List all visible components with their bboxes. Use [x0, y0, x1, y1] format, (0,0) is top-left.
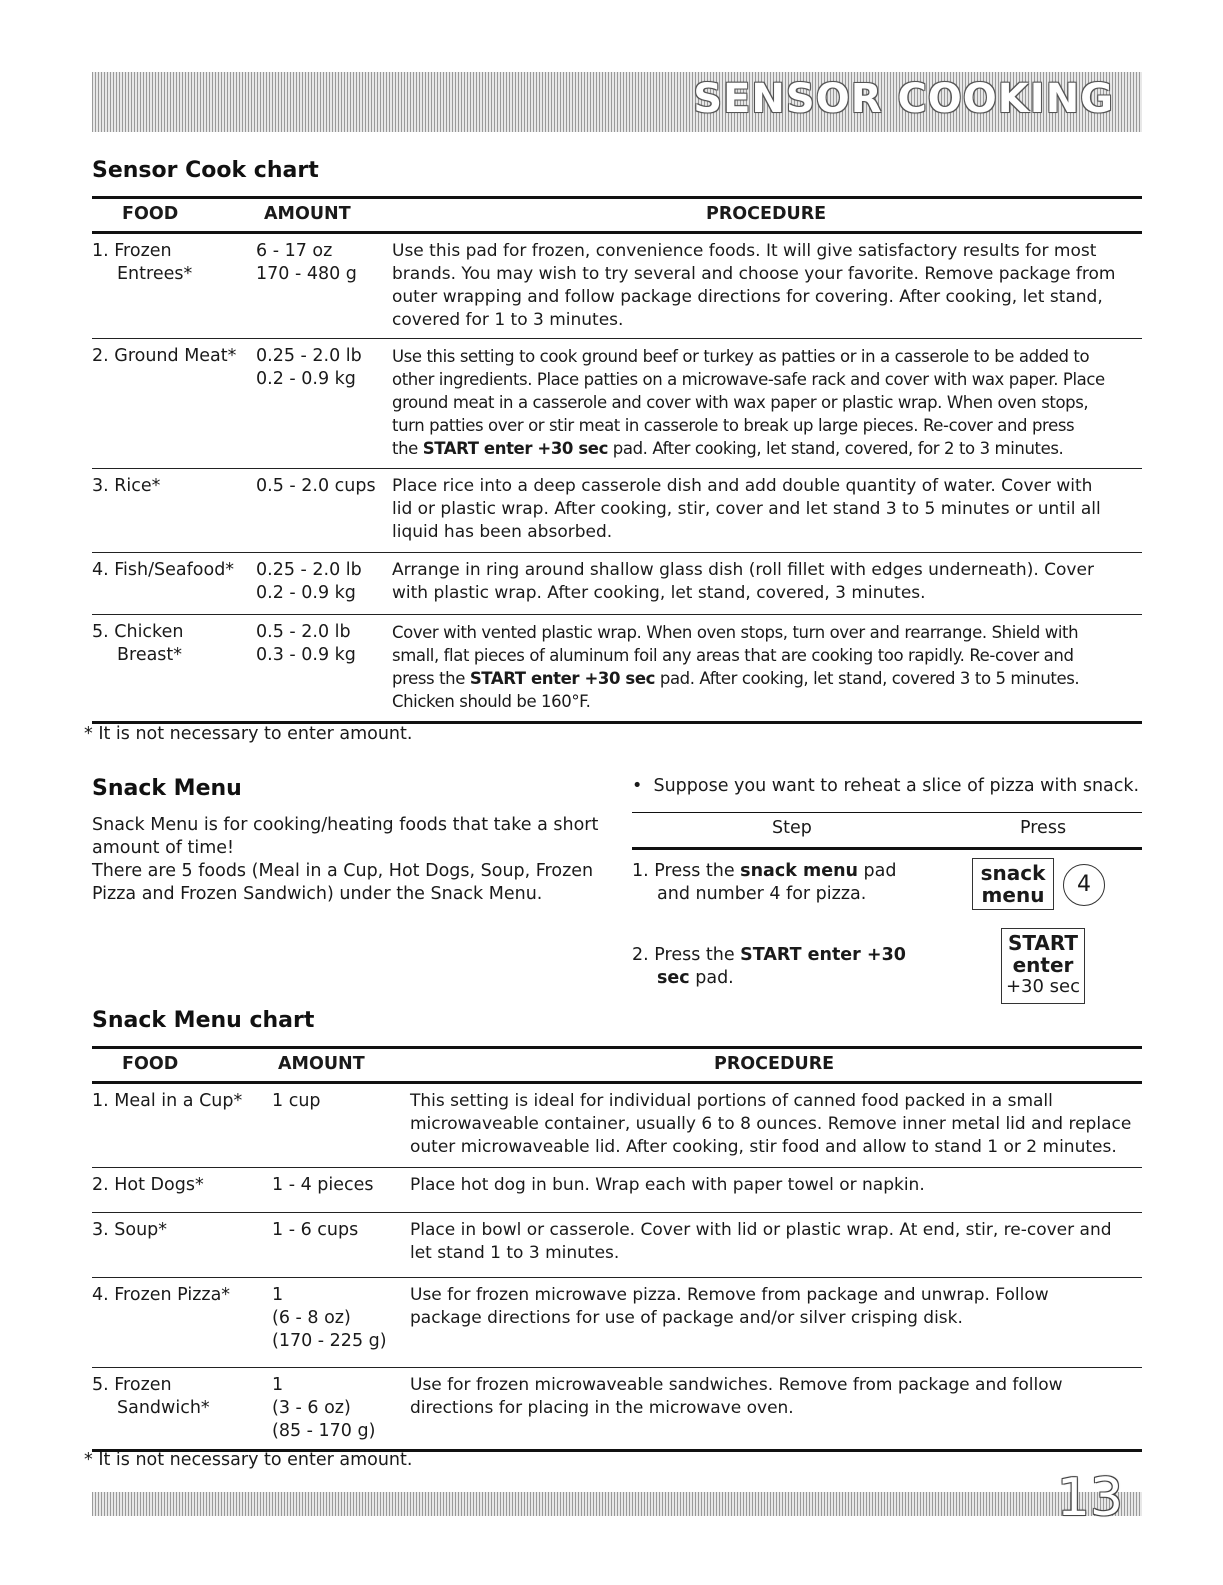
key-label: enter — [1012, 953, 1074, 977]
procedure-line: Use this pad for frozen, convenience foods. It will give satisfactory results for most — [392, 241, 1097, 261]
snack-pad-name: snack menu — [740, 861, 858, 881]
food-line: 1. Frozen — [92, 241, 172, 261]
start-pad-name: START enter +30 sec — [422, 439, 608, 458]
sensor-cook-table — [92, 196, 1142, 724]
start-pad-name: START enter +30 — [740, 945, 906, 965]
key-label: +30 sec — [1005, 976, 1081, 997]
amount-line: 0.5 - 2.0 lb — [256, 622, 351, 642]
procedure-cell — [410, 1374, 1063, 1420]
bullet: • — [632, 776, 643, 796]
procedure-cell — [392, 240, 1116, 332]
procedure-line: outer microwaveable lid. After cooking, stir food and allow to stand 1 or 2 minutes. — [410, 1137, 1117, 1157]
procedure-line: covered for 1 to 3 minutes. — [392, 310, 624, 330]
food-line: 5. Frozen — [92, 1375, 172, 1395]
procedure-cell — [410, 1219, 1112, 1265]
procedure-line: Arrange in ring around shallow glass dish (roll fillet with edges underneath). Cover — [392, 560, 1094, 580]
desc-line: Pizza and Frozen Sandwich) under the Snack Menu. — [92, 884, 543, 904]
table-header — [92, 196, 1142, 234]
table-row — [92, 469, 1142, 553]
food-line: 3. Soup* — [92, 1220, 168, 1240]
amount-line: 0.25 - 2.0 lb — [256, 346, 362, 366]
food-line: 5. Chicken — [92, 622, 184, 642]
start-pad-name: START enter +30 sec — [469, 669, 656, 688]
amount-line: 0.3 - 0.9 kg — [256, 645, 356, 665]
amount-line: 1 - 6 cups — [272, 1220, 359, 1240]
food-line: 4. Fish/Seafood* — [92, 560, 235, 580]
table-row — [92, 1168, 1142, 1213]
food-cell — [92, 559, 234, 582]
food-line: Breast* — [117, 645, 183, 665]
food-cell — [92, 1284, 230, 1307]
food-line: 2. Hot Dogs* — [92, 1175, 204, 1195]
col-step: Step — [772, 818, 812, 838]
procedure-line: Place hot dog in bun. Wrap each with paper towel or napkin. — [410, 1175, 925, 1195]
table-row — [92, 234, 1142, 339]
procedure-line — [392, 437, 1105, 460]
procedure-line: microwaveable container, usually 6 to 8 ounces. Remove inner metal lid and replace — [410, 1114, 1132, 1134]
amount-cell — [256, 345, 362, 391]
text-span: 2. Press the — [632, 945, 741, 965]
number-4-key: 4 — [1063, 864, 1105, 906]
amount-cell — [272, 1090, 321, 1113]
amount-line: 1 — [272, 1285, 284, 1305]
step-line — [632, 944, 906, 967]
snack-menu-title: Snack Menu — [92, 776, 242, 801]
procedure-cell — [410, 1174, 925, 1197]
food-line: 4. Frozen Pizza* — [92, 1285, 231, 1305]
procedure-line: with plastic wrap. After cooking, let stand, covered, 3 minutes. — [392, 583, 926, 603]
snack-chart-title: Snack Menu chart — [92, 1008, 315, 1033]
procedure-line: Place in bowl or casserole. Cover with lid or plastic wrap. At end, stir, re-cover and — [410, 1220, 1112, 1240]
amount-line: 0.2 - 0.9 kg — [256, 583, 356, 603]
section-banner — [92, 72, 1142, 132]
food-line: Entrees* — [117, 264, 193, 284]
step-line — [632, 967, 906, 990]
step-1 — [632, 860, 897, 906]
procedure-line: small, flat pieces of aluminum foil any areas that are cooking too rapidly. Re-cover and — [392, 646, 1074, 665]
procedure-line: package directions for use of package and/or silver crisping disk. — [410, 1308, 963, 1328]
text-span: pad. After cooking, let stand, covered, for 2 to 3 minutes. — [607, 439, 1064, 458]
step-line — [632, 860, 897, 883]
desc-line: There are 5 foods (Meal in a Cup, Hot Dogs, Soup, Frozen — [92, 861, 594, 881]
food-line: Sandwich* — [117, 1398, 210, 1418]
procedure-line: turn patties over or stir meat in casserole to break up large pieces. Re-cover and press — [392, 416, 1075, 435]
footer-bar — [92, 1492, 1142, 1516]
food-line: 1. Meal in a Cup* — [92, 1091, 243, 1111]
start-key — [1001, 928, 1085, 1004]
snack-menu-key — [972, 858, 1054, 910]
text-span: press the — [392, 669, 470, 688]
amount-cell — [256, 621, 356, 667]
text-span: pad. After cooking, let stand, covered 3 to 5 minutes. — [655, 669, 1080, 688]
food-line: 3. Rice* — [92, 476, 161, 496]
header-amount: AMOUNT — [264, 204, 351, 224]
procedure-line: Place rice into a deep casserole dish and add double quantity of water. Cover with — [392, 476, 1093, 496]
procedure-line: brands. You may wish to try several and choose your favorite. Remove package from — [392, 264, 1116, 284]
table-header — [92, 1046, 1142, 1084]
procedure-line: This setting is ideal for individual portions of canned food packed in a small — [410, 1091, 1053, 1111]
amount-cell — [256, 240, 357, 286]
amount-line: 0.2 - 0.9 kg — [256, 369, 356, 389]
procedure-line: other ingredients. Place patties on a microwave-safe rack and cover with wax paper. Place — [392, 370, 1105, 389]
amount-line: (6 - 8 oz) — [272, 1308, 351, 1328]
header-food: FOOD — [122, 1054, 179, 1074]
procedure-line: directions for placing in the microwave oven. — [410, 1398, 794, 1418]
sensor-chart-title: Sensor Cook chart — [92, 158, 319, 183]
amount-line: (85 - 170 g) — [272, 1421, 376, 1441]
key-label: START — [1007, 931, 1079, 955]
table-row — [92, 615, 1142, 724]
procedure-line: ground meat in a casserole and cover with wax paper or plastic wrap. When oven stops, — [392, 393, 1089, 412]
text-span: pad. — [689, 968, 734, 988]
amount-cell — [256, 475, 376, 498]
example-header — [632, 812, 1142, 850]
table-row — [92, 1368, 1142, 1452]
procedure-cell — [410, 1090, 1131, 1159]
food-cell — [92, 1174, 204, 1197]
procedure-line: Use this setting to cook ground beef or turkey as patties or in a casserole to be added to — [392, 347, 1090, 366]
amount-cell — [272, 1219, 358, 1242]
procedure-line: outer wrapping and follow package directions for covering. After cooking, let stand, — [392, 287, 1103, 307]
amount-cell — [272, 1374, 375, 1443]
key-label: menu — [981, 883, 1045, 907]
table-row — [92, 339, 1142, 469]
start-pad-name: sec — [657, 968, 690, 988]
procedure-line: Use for frozen microwave pizza. Remove from package and unwrap. Follow — [410, 1285, 1049, 1305]
food-cell — [92, 475, 160, 498]
table-row — [92, 1213, 1142, 1278]
desc-line: Snack Menu is for cooking/heating foods that take a short — [92, 815, 599, 835]
example-intro — [632, 776, 1139, 796]
food-cell — [92, 1374, 210, 1420]
step-line: and number 4 for pizza. — [657, 884, 867, 904]
amount-line: (3 - 6 oz) — [272, 1398, 351, 1418]
snack-menu-table — [92, 1046, 1142, 1452]
page-number: 13 — [1056, 1468, 1123, 1528]
table-row — [92, 1278, 1142, 1368]
amount-cell — [256, 559, 362, 605]
key-label: snack — [980, 861, 1046, 885]
procedure-cell — [392, 475, 1101, 544]
table-row — [92, 553, 1142, 615]
col-press: Press — [1020, 818, 1067, 838]
sensor-footnote: * It is not necessary to enter amount. — [84, 724, 413, 744]
table-row — [92, 1084, 1142, 1168]
banner-title: SENSOR COOKING — [693, 76, 1114, 122]
header-procedure: PROCEDURE — [714, 1054, 835, 1074]
header-procedure: PROCEDURE — [706, 204, 827, 224]
amount-line: 6 - 17 oz — [256, 241, 333, 261]
procedure-line: Chicken should be 160°F. — [392, 692, 591, 711]
snack-menu-description — [92, 814, 612, 906]
procedure-cell — [392, 621, 1079, 713]
amount-line: 170 - 480 g — [256, 264, 357, 284]
snack-footnote: * It is not necessary to enter amount. — [84, 1450, 413, 1470]
amount-line: 0.5 - 2.0 cups — [256, 476, 376, 496]
food-line: 2. Ground Meat* — [92, 346, 237, 366]
step-2 — [632, 944, 906, 990]
procedure-line: lid or plastic wrap. After cooking, stir, cover and let stand 3 to 5 minutes or until all — [392, 499, 1101, 519]
procedure-cell — [392, 345, 1105, 460]
procedure-line: Use for frozen microwaveable sandwiches. Remove from package and follow — [410, 1375, 1063, 1395]
text-span: 1. Press the — [632, 861, 741, 881]
food-cell — [92, 240, 192, 286]
food-cell — [92, 1219, 167, 1242]
amount-line: 1 - 4 pieces — [272, 1175, 374, 1195]
amount-line: 1 cup — [272, 1091, 321, 1111]
text-span: the — [392, 439, 423, 458]
amount-line: (170 - 225 g) — [272, 1331, 387, 1351]
procedure-line: let stand 1 to 3 minutes. — [410, 1243, 620, 1263]
amount-cell — [272, 1284, 387, 1353]
header-food: FOOD — [122, 204, 179, 224]
header-amount: AMOUNT — [278, 1054, 365, 1074]
amount-cell — [272, 1174, 374, 1197]
procedure-line — [392, 667, 1079, 690]
intro-text: Suppose you want to reheat a slice of pizza with snack. — [653, 776, 1140, 796]
amount-line: 1 — [272, 1375, 284, 1395]
procedure-cell — [392, 559, 1094, 605]
procedure-line: liquid has been absorbed. — [392, 522, 613, 542]
amount-line: 0.25 - 2.0 lb — [256, 560, 362, 580]
food-cell — [92, 1090, 242, 1113]
procedure-cell — [410, 1284, 1049, 1330]
procedure-line: Cover with vented plastic wrap. When oven stops, turn over and rearrange. Shield with — [392, 623, 1079, 642]
food-cell — [92, 621, 183, 667]
food-cell — [92, 345, 236, 368]
text-span: pad — [857, 861, 897, 881]
desc-line: amount of time! — [92, 838, 235, 858]
